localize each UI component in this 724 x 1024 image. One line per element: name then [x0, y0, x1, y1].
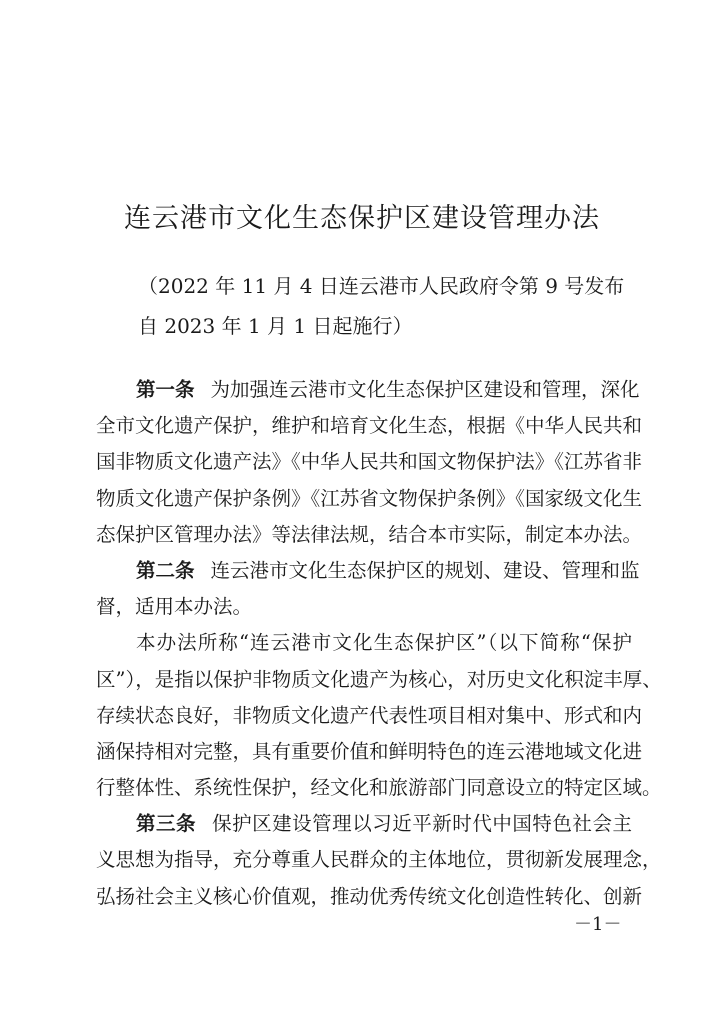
document-body: [96, 372, 662, 915]
article-1-line: 国非物质文化遗产法》《中华人民共和国文物保护法》《江苏省非: [96, 450, 643, 474]
document-title: 连云港市文化生态保护区建设管理办法: [124, 203, 600, 234]
article-3-line: 义思想为指导，充分尊重人民群众的主体地位，贯彻新发展理念，: [96, 848, 662, 872]
article-3-line: 弘扬社会主义核心价值观，推动优秀传统文化创造性转化、创新: [96, 884, 643, 908]
article-3-label: 第三条: [136, 812, 197, 836]
article-1-label: 第一条: [136, 378, 195, 401]
article-2-line: 第二条 连云港市文化生态保护区的规划、建设、管理和监: [136, 558, 640, 582]
article-2-line: 督，适用本办法。: [96, 595, 253, 619]
article-2-paragraph-2-line: 存续状态良好，非物质文化遗产代表性项目相对集中、形式和内: [96, 703, 643, 727]
article-1-line: 全市文化遗产保护，维护和培育文化生态，根据《中华人民共和: [96, 414, 643, 438]
article-1-line: 第一条 为加强连云港市文化生态保护区建设和管理，深化: [136, 378, 640, 401]
article-2-paragraph-2-line: 本办法所称“连云港市文化生态保护区”（以下简称“保护: [136, 631, 632, 655]
page-number: －1－: [574, 914, 622, 935]
article-2-paragraph-2-line: 涵保持相对完整，具有重要价值和鲜明特色的连云港地域文化进: [96, 739, 643, 763]
article-2-label: 第二条: [136, 558, 195, 582]
publication-info-line-1: （2022 年 11 月 4 日连云港市人民政府令第 9 号发布: [138, 274, 625, 298]
publication-info-line-2: 自 2023 年 1 月 1 日起施行）: [138, 314, 413, 338]
article-2-paragraph-2-line: 行整体性、系统性保护，经文化和旅游部门同意设立的特定区域。: [96, 776, 662, 800]
article-2-paragraph-2-line: 区”），是指以保护非物质文化遗产为核心，对历史文化积淀丰厚、: [96, 667, 662, 691]
article-3-line: 第三条 保护区建设管理以习近平新时代中国特色社会主: [136, 812, 632, 836]
article-1-line: 态保护区管理办法》等法律法规，结合本市实际，制定本办法。: [96, 522, 643, 546]
article-1-line: 物质文化遗产保护条例》《江苏省文物保护条例》《国家级文化生: [96, 486, 643, 510]
